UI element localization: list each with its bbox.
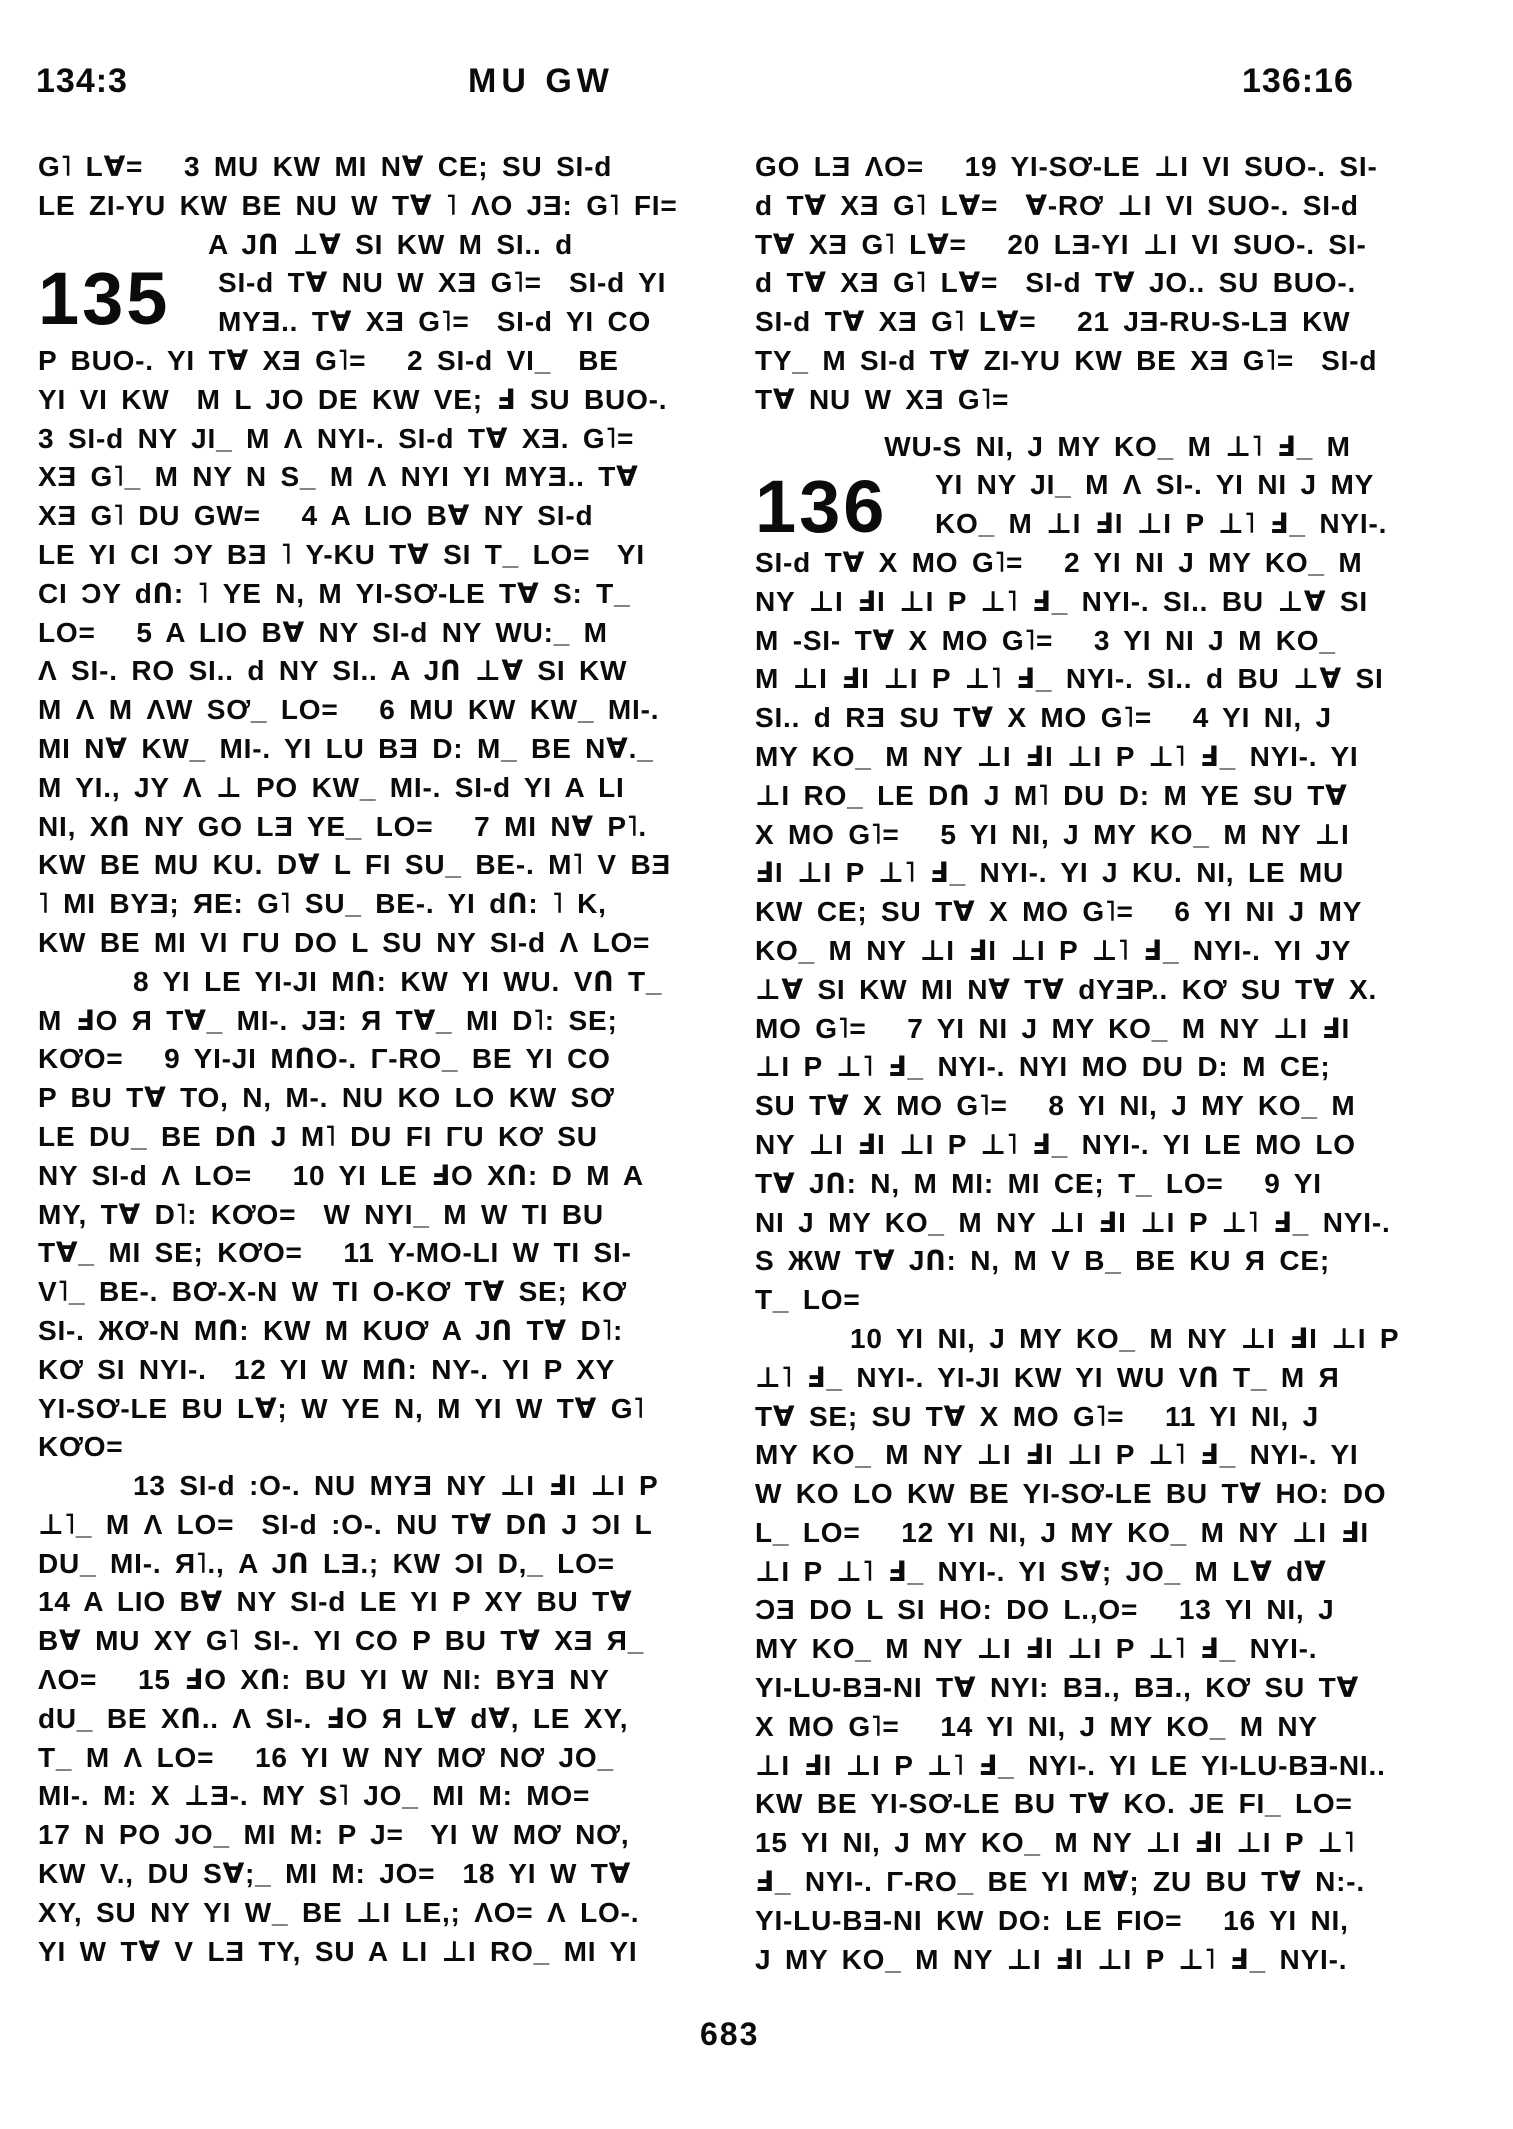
text-line: J MY KO_ M NY ⊥I ℲI ⊥I P ⊥˥ Ⅎ_ NYI-. xyxy=(755,1943,1348,1975)
text-line: KO_ M ⊥I ℲI ⊥I P ⊥˥ Ⅎ_ NYI-. xyxy=(935,508,1388,540)
text-line: MI-. M: X ⊥Ǝ-. MY S˥ JO_ MI M: MO= xyxy=(38,1780,591,1812)
text-line: P BUO-. YI T∀ XƎ G˥= 2 SI-d VI_ BE xyxy=(38,344,619,376)
text-line: YI-SƠ-LE BU L∀; W YE N, M YI W T∀ G˥ xyxy=(38,1392,645,1424)
intro-lines xyxy=(38,148,743,226)
psalm-heading-135: A JՈ ⊥∀ SI KW M SI.. d xyxy=(207,228,574,260)
text-line: DU_ MI-. Я˥., A JՈ LƎ.; KW ƆI D,_ LO= xyxy=(38,1547,615,1579)
text-line: SI-d T∀ NU W XƎ G˥= SI-d YI xyxy=(218,267,667,299)
text-line: SI-d T∀ XƎ G˥ L∀= 21 JƎ-RU-S-LƎ KW xyxy=(755,306,1351,338)
text-line: ⊥∀ SI KW MI N∀ T∀ dYƎP.. KƠ SU T∀ X. xyxy=(755,973,1378,1005)
text-line: KW BE MI VI ΓU DO L SU NY SI-d Λ LO= xyxy=(38,926,651,958)
text-line: TY_ M SI-d T∀ ZI-YU KW BE XƎ G˥= SI-d xyxy=(755,344,1378,376)
text-line: LE ZI-YU KW BE NU W T∀ ˥ ΛO JƎ: G˥ FI= xyxy=(38,189,678,221)
text-line: MY KO_ M NY ⊥I ℲI ⊥I P ⊥˥ Ⅎ_ NYI-. YI xyxy=(755,1439,1359,1471)
text-line: 14 A LIO B∀ NY SI-d LE YI P XY BU T∀ xyxy=(38,1586,633,1618)
text-line: ˥ MI BYƎ; ЯE: G˥ SU_ BE-. YI dՈ: ˥ K, xyxy=(38,888,607,920)
text-line: M ⊥I ℲI ⊥I P ⊥˥ Ⅎ_ NYI-. SI.. d BU ⊥∀ SI xyxy=(755,663,1384,695)
text-line: KƠ SI NYI-. 12 YI W MՈ: NY-. YI P XY xyxy=(38,1353,616,1385)
page-number: 683 xyxy=(700,2016,760,2052)
text-line: ⊥I RO_ LE DՈ J M˥ DU D: M YE SU T∀ xyxy=(755,779,1348,811)
text-line: ⊥˥ Ⅎ_ NYI-. YI-JI KW YI WU VՈ T_ M Я xyxy=(755,1361,1340,1393)
text-line: KƠO= xyxy=(38,1431,124,1463)
text-line: NI, XՈ NY GO LƎ YE_ LO= 7 MI N∀ P˥. xyxy=(38,810,647,842)
text-line: LE DU_ BE DՈ J M˥ DU FI ΓU KƠ SU xyxy=(38,1120,598,1152)
text-line: W KO LO KW BE YI-SƠ-LE BU T∀ HO: DO xyxy=(755,1478,1387,1510)
chapter-135-text xyxy=(38,257,743,1971)
text-line: ΛO= 15 ℲO XՈ: BU YI W NI: BYƎ NY xyxy=(38,1664,610,1696)
text-line: LE YI CI ƆY BƎ ˥ Y-KU T∀ SI T_ LO= YI xyxy=(38,538,645,570)
right-column xyxy=(755,148,1480,1979)
text-line: T_ M Λ LO= 16 YI W NY MƠ NƠ JO_ xyxy=(38,1741,614,1773)
text-line: ƆƎ DO L SI HO: DO L.,O= 13 YI NI, J xyxy=(755,1594,1335,1626)
text-line: L_ LO= 12 YI NI, J MY KO_ M NY ⊥I ℲI xyxy=(755,1516,1369,1548)
text-line: NY ⊥I ℲI ⊥I P ⊥˥ Ⅎ_ NYI-. SI.. BU ⊥∀ SI xyxy=(755,585,1368,617)
page-header-right-reference: 136:16 xyxy=(1242,62,1354,100)
text-line: CI ƆY dՈ: ˥ YE N, M YI-SƠ-LE T∀ S: T_ xyxy=(38,577,631,609)
text-line: XƎ G˥_ M NY N S_ M Λ NYI YI MYƎ.. T∀ xyxy=(38,461,639,493)
text-line: T∀ JՈ: N, M MI: MI CE; T_ LO= 9 YI xyxy=(755,1167,1322,1199)
text-line: M YI., JY Λ ⊥ PO KW_ MI-. SI-d YI A LI xyxy=(38,771,625,803)
text-line: YI VI KW M L JO DE KW VE; Ⅎ SU BUO-. xyxy=(38,383,668,415)
text-line: YI NY JI_ M Λ SI-. YI NI J MY xyxy=(935,469,1375,501)
text-line: T∀_ MI SE; KƠO= 11 Y-MO-LI W TI SI- xyxy=(38,1237,632,1269)
text-line: ⊥I P ⊥˥ Ⅎ_ NYI-. YI S∀; JO_ M L∀ d∀ xyxy=(755,1555,1327,1587)
chapter-135-continuation xyxy=(755,148,1480,420)
text-line: Λ SI-. RO SI.. d NY SI.. A JՈ ⊥∀ SI KW xyxy=(38,655,628,687)
text-line: 8 YI LE YI-JI MՈ: KW YI WU. VՈ T_ xyxy=(133,965,663,997)
text-line: KW V., DU S∀;_ MI M: JO= 18 YI W T∀ xyxy=(38,1858,632,1890)
text-line: MI N∀ KW_ MI-. YI LU BƎ D: M_ BE N∀._ xyxy=(38,732,654,764)
text-line: SI.. d RƎ SU T∀ X MO G˥= 4 YI NI, J xyxy=(755,702,1332,734)
text-line: NY SI-d Λ LO= 10 YI LE ℲO XՈ: D M A xyxy=(38,1159,644,1191)
text-line: YI-LU-BƎ-NI T∀ NYI: BƎ., BƎ., KƠ SU T∀ xyxy=(755,1672,1359,1704)
text-line: ⊥I P ⊥˥ Ⅎ_ NYI-. NYI MO DU D: M CE; xyxy=(755,1051,1331,1083)
text-line: SI-. ЖƠ-N MՈ: KW M KUƠ A JՈ T∀ D˥: xyxy=(38,1314,624,1346)
chapter-number-136: 136 xyxy=(755,465,888,548)
text-line: SI-d T∀ X MO G˥= 2 YI NI J MY KO_ M xyxy=(755,546,1363,578)
text-line: GO LƎ ΛO= 19 YI-SƠ-LE ⊥I VI SUO-. SI- xyxy=(755,151,1378,182)
text-line: MY, T∀ D˥: KƠO= W NYI_ M W TI BU xyxy=(38,1198,604,1230)
text-line: T_ LO= xyxy=(755,1284,861,1316)
text-line: M ℲO Я T∀_ MI-. JƎ: Я T∀_ MI D˥: SE; xyxy=(38,1004,618,1036)
text-line: NY ⊥I ℲI ⊥I P ⊥˥ Ⅎ_ NYI-. YI LE MO LO xyxy=(755,1128,1356,1160)
text-line: SU T∀ X MO G˥= 8 YI NI, J MY KO_ M xyxy=(755,1090,1356,1122)
text-line: 3 SI-d NY JI_ M Λ NYI-. SI-d T∀ XƎ. G˥= xyxy=(38,422,635,454)
text-line: MY KO_ M NY ⊥I ℲI ⊥I P ⊥˥ Ⅎ_ NYI-. YI xyxy=(755,740,1359,772)
chapter-136-text xyxy=(755,466,1480,1979)
text-line: ⊥˥_ M Λ LO= SI-d :O-. NU T∀ DՈ J ƆI L xyxy=(38,1508,653,1540)
text-line: T∀ XƎ G˥ L∀= 20 LƎ-YI ⊥I VI SUO-. SI- xyxy=(755,228,1367,260)
text-line: 13 SI-d :O-. NU MYƎ NY ⊥I ℲI ⊥I P xyxy=(133,1470,659,1502)
text-line: V˥_ BE-. BƠ-X-N W TI O-KƠ T∀ SE; KƠ xyxy=(38,1276,627,1308)
left-column xyxy=(38,148,743,1971)
text-line: X MO G˥= 14 YI NI, J MY KO_ M NY xyxy=(755,1710,1318,1742)
psalm-heading-136: WU-S NI, J MY KO_ M ⊥˥ Ⅎ_ M xyxy=(884,430,1351,462)
text-line: MYƎ.. T∀ XƎ G˥= SI-d YI CO xyxy=(218,306,652,338)
text-line: YI W T∀ V LƎ TY, SU A LI ⊥I RO_ MI YI xyxy=(38,1935,638,1967)
text-line: XƎ G˥ DU GW= 4 A LIO B∀ NY SI-d xyxy=(38,500,594,532)
running-title: MU GW xyxy=(468,62,614,100)
text-line: d T∀ XƎ G˥ L∀= SI-d T∀ JO.. SU BUO-. xyxy=(755,267,1357,299)
text-line: 17 N PO JO_ MI M: P J= YI W MƠ NƠ, xyxy=(38,1819,630,1851)
text-line: MY KO_ M NY ⊥I ℲI ⊥I P ⊥˥ Ⅎ_ NYI-. xyxy=(755,1633,1318,1665)
text-line: B∀ MU XY G˥ SI-. YI CO P BU T∀ XƎ Я_ xyxy=(38,1625,645,1657)
text-line: M -SI- T∀ X MO G˥= 3 YI NI J M KO_ xyxy=(755,624,1336,656)
text-line: S ЖW T∀ JՈ: N, M V B_ BE KU Я CE; xyxy=(755,1245,1330,1277)
text-line: LO= 5 A LIO B∀ NY SI-d NY WU:_ M xyxy=(38,616,608,648)
text-line: 15 YI NI, J MY KO_ M NY ⊥I ℲI ⊥I P ⊥˥ xyxy=(755,1827,1356,1859)
text-line: ℲI ⊥I P ⊥˥ Ⅎ_ NYI-. YI J KU. NI, LE MU xyxy=(755,857,1345,889)
text-line: MO G˥= 7 YI NI J MY KO_ M NY ⊥I ℲI xyxy=(755,1012,1351,1044)
text-line: X MO G˥= 5 YI NI, J MY KO_ M NY ⊥I xyxy=(755,818,1350,850)
text-line: M Λ M ΛW SƠ_ LO= 6 MU KW KW_ MI-. xyxy=(38,694,660,726)
text-line: Ⅎ_ NYI-. Γ-RO_ BE YI M∀; ZU BU T∀ N:-. xyxy=(755,1866,1365,1898)
text-line: KW BE MU KU. D∀ L FI SU_ BE-. M˥ V BƎ xyxy=(38,849,671,881)
text-line: P BU T∀ TO, N, M-. NU KO LO KW SƠ xyxy=(38,1082,615,1114)
text-line: T∀ NU W XƎ G˥= xyxy=(755,383,1010,415)
text-line: KƠO= 9 YI-JI MՈO-. Γ-RO_ BE YI CO xyxy=(38,1043,611,1075)
text-line: 10 YI NI, J MY KO_ M NY ⊥I ℲI ⊥I P xyxy=(850,1322,1400,1354)
page-header-left-reference: 134:3 xyxy=(36,62,128,100)
text-line: NI J MY KO_ M NY ⊥I ℲI ⊥I P ⊥˥ Ⅎ_ NYI-. xyxy=(755,1206,1391,1238)
text-line: G˥ L∀= 3 MU KW MI N∀ CE; SU SI-d xyxy=(38,151,613,182)
text-line: KO_ M NY ⊥I ℲI ⊥I P ⊥˥ Ⅎ_ NYI-. YI JY xyxy=(755,934,1352,966)
chapter-number-135: 135 xyxy=(38,257,171,340)
text-line: ⊥I ℲI ⊥I P ⊥˥ Ⅎ_ NYI-. YI LE YI-LU-BƎ-NI.. xyxy=(755,1749,1386,1781)
text-line: KW BE YI-SƠ-LE BU T∀ KO. JE FI_ LO= xyxy=(755,1788,1353,1820)
text-line: dU_ BE XՈ.. Λ SI-. ℲO Я L∀ d∀, LE XY, xyxy=(38,1702,629,1734)
text-line: T∀ SE; SU T∀ X MO G˥= 11 YI NI, J xyxy=(755,1400,1319,1432)
text-line: d T∀ XƎ G˥ L∀= ∀-RƠ ⊥I VI SUO-. SI-d xyxy=(755,189,1359,221)
text-line: YI-LU-BƎ-NI KW DO: LE FIO= 16 YI NI, xyxy=(755,1904,1349,1936)
text-line: XY, SU NY YI W_ BE ⊥I LE,; ΛO= Λ LO-. xyxy=(38,1896,640,1928)
text-line: KW CE; SU T∀ X MO G˥= 6 YI NI J MY xyxy=(755,896,1363,928)
